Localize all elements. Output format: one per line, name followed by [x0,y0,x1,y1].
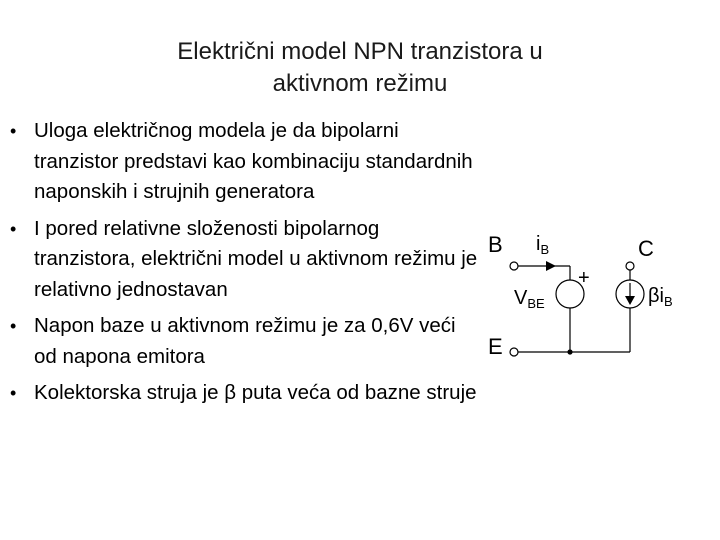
slide-title-line-2: aktivnom režimu [272,70,448,97]
collector-terminal-node [626,262,634,270]
bullet-marker: • [10,218,17,239]
base-terminal-label: B [488,232,503,257]
bullet-list [10,116,480,415]
base-current-arrow-icon [546,261,556,271]
bullet-marker: • [10,383,17,403]
bullet-text: I pored relativne složenosti bipolarnog tranzistora, električni model u aktivnom režimu je relativno jednostavan [34,216,478,301]
current-source-label [648,285,673,309]
vbe-label [514,287,545,311]
base-current-symbol: i [536,233,541,255]
current-source-label-prefix: βi [648,285,664,307]
bullet-item [10,378,480,409]
bullet-marker: • [10,316,17,336]
emitter-terminal-node [510,348,518,356]
collector-terminal-label: C [638,236,654,261]
slide-title [0,36,720,100]
voltage-polarity-plus: + [578,267,590,289]
current-source-label-subscript: B [663,294,673,309]
vbe-subscript: BE [527,296,545,311]
bullet-text: Uloga električnog modela je da bipolarni tranzistor predstavi kao kombinaciju standardnih naponskih i strujnih generatora [34,119,473,203]
slide-title-line-1: Električni model NPN tranzistora u [177,38,543,65]
base-current-subscript: B [540,242,550,257]
emitter-terminal-label: E [488,334,503,359]
bullet-item [10,311,480,372]
base-current-label [536,233,549,257]
junction-dot [567,349,572,354]
bullet-marker: • [10,121,17,141]
bullet-item [10,116,480,208]
bullet-text: Kolektorska struja je β puta veća od bazne struje [34,381,477,404]
base-terminal-node [510,262,518,270]
vbe-symbol: V [514,287,528,309]
npn-model-circuit [478,226,698,366]
bullet-text: Napon baze u aktivnom režimu je za 0,6V veći od napona emitora [34,314,456,368]
bullet-item [10,214,480,306]
